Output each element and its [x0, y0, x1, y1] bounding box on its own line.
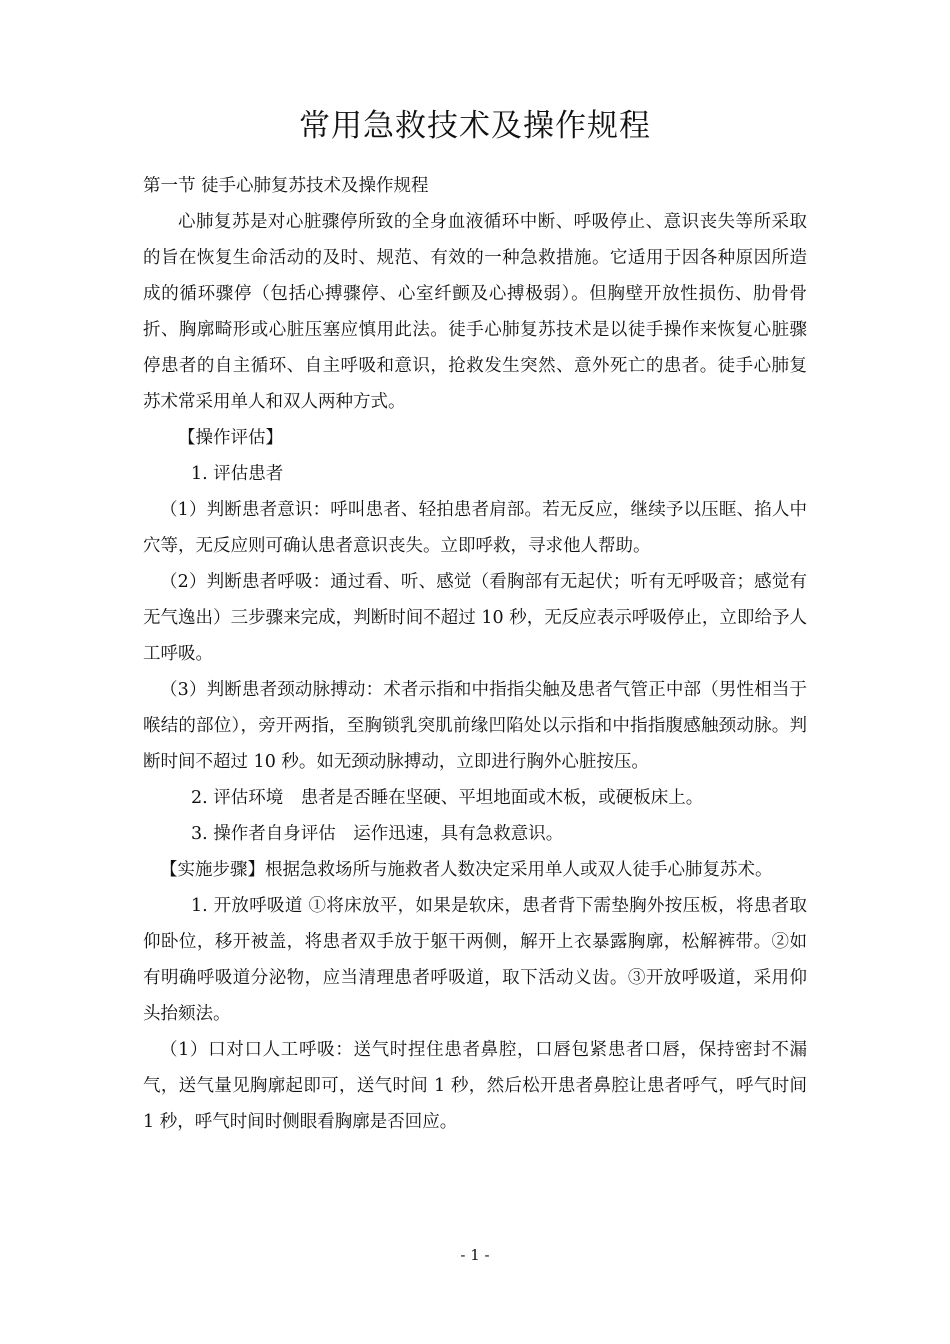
assess-item-1-3: （3）判断患者颈动脉搏动：术者示指和中指指尖触及患者气管正中部（男性相当于喉结的部位），旁开两指，至胸锁乳突肌前缘凹陷处以示指和中指指腹感触颈动脉。判断时间不超过 10 秒。如无颈动脉搏动，立即进行胸外心脏按压。 [143, 680, 807, 772]
assess-item-3: 3. 操作者自身评估 运作迅速，具有急救意识。 [191, 824, 564, 844]
section-heading: 第一节 徒手心肺复苏技术及操作规程 [143, 176, 429, 196]
intro-paragraph: 心肺复苏是对心脏骤停所致的全身血液循环中断、呼吸停止、意识丧失等所采取的旨在恢复生命活动的及时、规范、有效的一种急救措施。它适用于因各种原因所造成的循环骤停（包括心搏骤停、心室纤颤及心搏极弱）。但胸壁开放性损伤、肋骨骨折、胸廓畸形或心脏压塞应慎用此法。徒手心肺复苏技术是以徒手操作来恢复心脏骤停患者的自主循环、自主呼吸和意识，抢救发生突然、意外死亡的患者。徒手心肺复苏术常采用单人和双人两种方式。 [143, 212, 807, 412]
assess-item-1-1: （1）判断患者意识：呼叫患者、轻拍患者肩部。若无反应，继续予以压眶、掐人中穴等，无反应则可确认患者意识丧失。立即呼救，寻求他人帮助。 [143, 500, 807, 556]
steps-intro: 【实施步骤】根据急救场所与施救者人数决定采用单人或双人徒手心肺复苏术。 [160, 860, 773, 880]
step-1: 1. 开放呼吸道 ①将床放平，如果是软床，患者背下需垫胸外按压板，将患者取仰卧位，移开被盖，将患者双手放于躯干两侧，解开上衣暴露胸廓，松解裤带。②如有明确呼吸道分泌物，应当清理患者呼吸道，取下活动义齿。③开放呼吸道，采用仰头抬颏法。 [143, 896, 807, 1024]
page-number: - 1 - [460, 1246, 490, 1264]
document-title: 常用急救技术及操作规程 [299, 108, 651, 144]
document-body [143, 168, 807, 1140]
assess-item-1-2: （2）判断患者呼吸：通过看、听、感觉（看胸部有无起伏；听有无呼吸音；感觉有无气逸出）三步骤来完成，判断时间不超过 10 秒，无反应表示呼吸停止，立即给予人工呼吸。 [143, 572, 807, 664]
assess-item-1: 1. 评估患者 [191, 464, 284, 484]
step-1-1: （1）口对口人工呼吸：送气时捏住患者鼻腔，口唇包紧患者口唇，保持密封不漏气，送气量见胸廓起即可，送气时间 1 秒，然后松开患者鼻腔让患者呼气，呼气时间 1 秒，呼气时间时侧眼看胸廓是否回应。 [143, 1040, 807, 1132]
assess-heading: 【操作评估】 [178, 428, 283, 448]
assess-item-2: 2. 评估环境 患者是否睡在坚硬、平坦地面或木板，或硬板床上。 [191, 788, 704, 808]
